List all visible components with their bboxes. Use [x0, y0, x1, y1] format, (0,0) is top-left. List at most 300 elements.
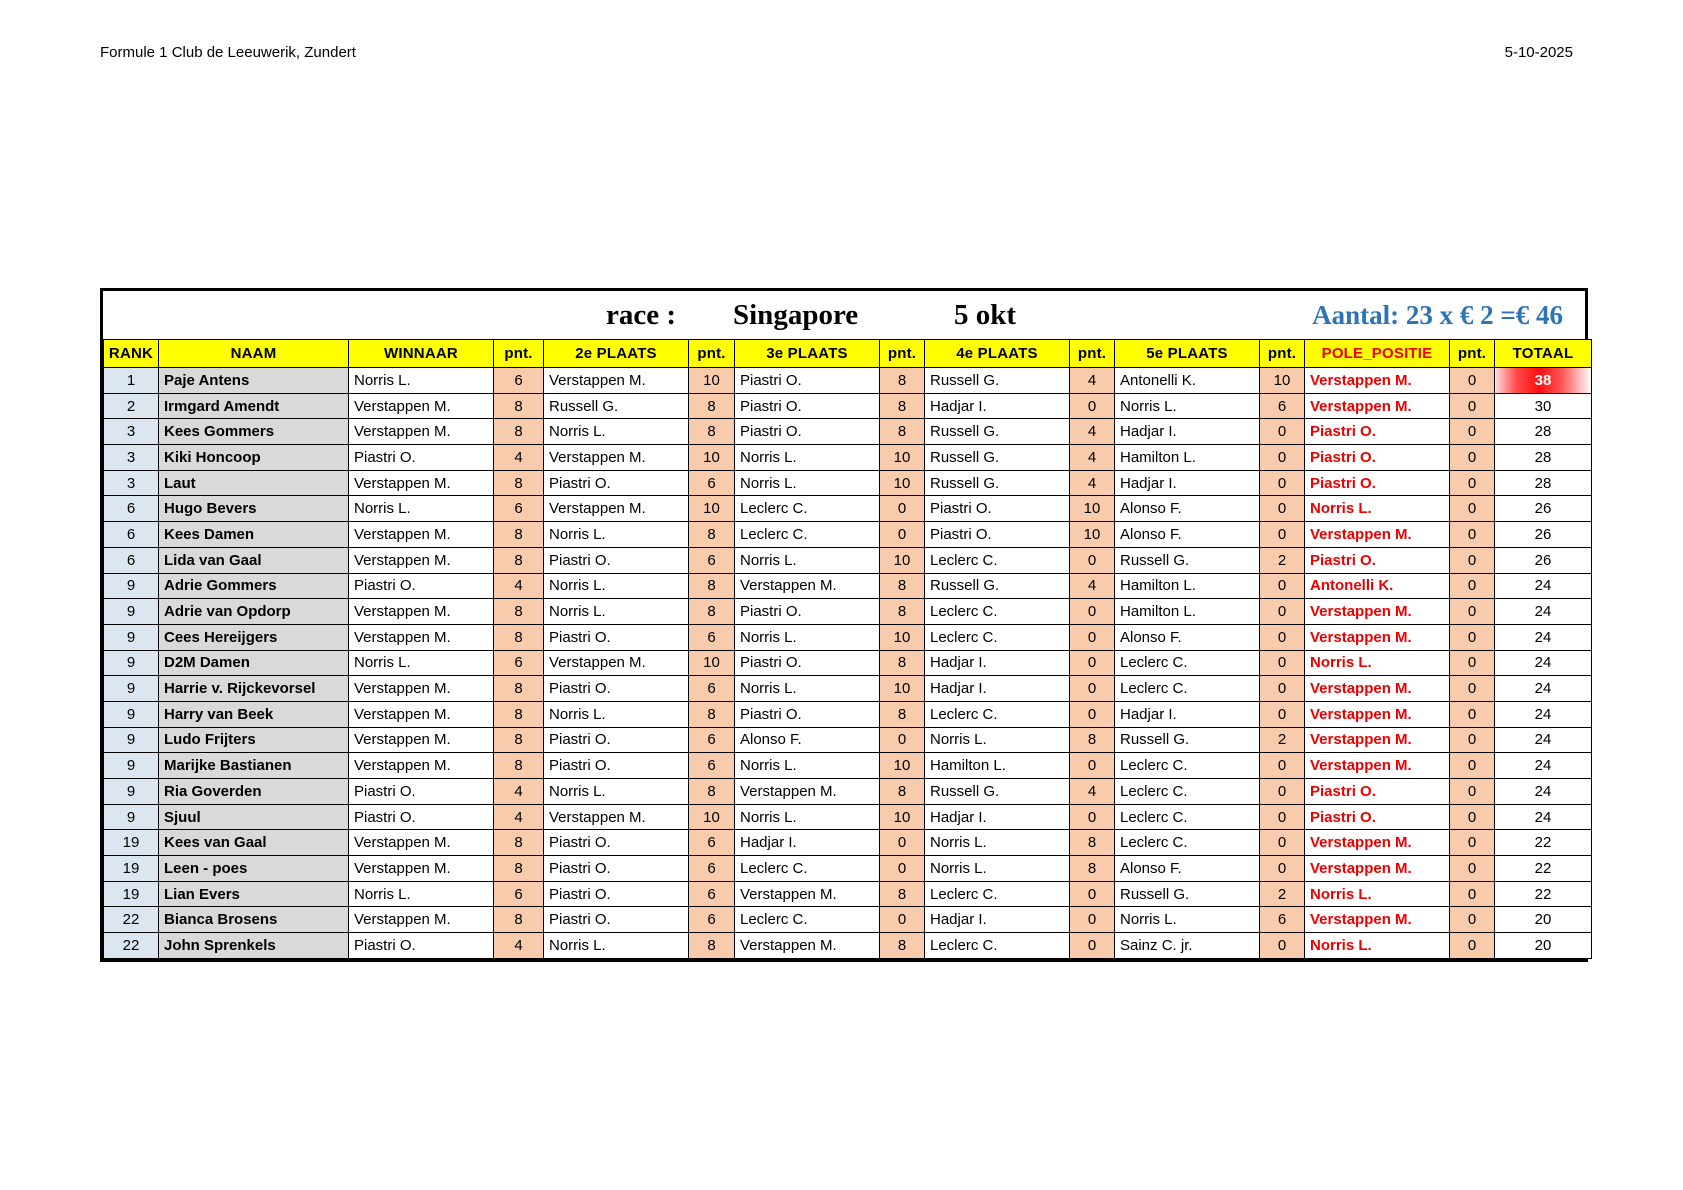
name-cell: Leen - poes: [159, 856, 349, 882]
column-header-pnt: pnt.: [880, 340, 925, 368]
plaats3-cell: Norris L.: [735, 547, 880, 573]
pole-cell: Verstappen M.: [1305, 830, 1450, 856]
pnt-cell: 2: [1260, 881, 1305, 907]
plaats5-cell: Hamilton L.: [1115, 445, 1260, 471]
plaats5-cell: Alonso F.: [1115, 522, 1260, 548]
pnt-cell: 0: [1450, 753, 1495, 779]
pnt-cell: 0: [1260, 470, 1305, 496]
pnt-cell: 10: [689, 496, 735, 522]
pnt-cell: 8: [494, 419, 544, 445]
pnt-cell: 6: [689, 547, 735, 573]
pnt-cell: 2: [1260, 547, 1305, 573]
pnt-cell: 8: [1070, 727, 1115, 753]
pnt-cell: 0: [1450, 676, 1495, 702]
pnt-cell: 0: [1070, 650, 1115, 676]
rank-cell: 19: [104, 881, 159, 907]
pnt-cell: 8: [494, 676, 544, 702]
plaats2-cell: Norris L.: [544, 701, 689, 727]
pnt-cell: 4: [1070, 445, 1115, 471]
totaal-cell: 24: [1495, 804, 1592, 830]
plaats2-cell: Verstappen M.: [544, 496, 689, 522]
pnt-cell: 4: [1070, 368, 1115, 394]
pnt-cell: 10: [1260, 368, 1305, 394]
pnt-cell: 6: [689, 856, 735, 882]
table-title-row: [103, 291, 1585, 339]
standings-table: [100, 288, 1588, 962]
plaats5-cell: Russell G.: [1115, 547, 1260, 573]
name-cell: Lida van Gaal: [159, 547, 349, 573]
pnt-cell: 8: [689, 779, 735, 805]
pnt-cell: 8: [689, 419, 735, 445]
plaats2-cell: Norris L.: [544, 779, 689, 805]
rank-cell: 9: [104, 676, 159, 702]
pnt-cell: 0: [1450, 624, 1495, 650]
pnt-cell: 8: [689, 933, 735, 959]
race-label: race :: [606, 299, 677, 331]
pnt-cell: 8: [494, 727, 544, 753]
pnt-cell: 8: [880, 650, 925, 676]
plaats5-cell: Sainz C. jr.: [1115, 933, 1260, 959]
pnt-cell: 0: [1260, 419, 1305, 445]
header-row: [104, 340, 1592, 368]
pnt-cell: 10: [880, 547, 925, 573]
pnt-cell: 0: [1450, 907, 1495, 933]
name-cell: John Sprenkels: [159, 933, 349, 959]
pole-cell: Norris L.: [1305, 496, 1450, 522]
pnt-cell: 4: [494, 804, 544, 830]
pnt-cell: 0: [1450, 393, 1495, 419]
plaats4-cell: Russell G.: [925, 368, 1070, 394]
pnt-cell: 2: [1260, 727, 1305, 753]
plaats4-cell: Hadjar I.: [925, 650, 1070, 676]
pole-cell: Verstappen M.: [1305, 522, 1450, 548]
pnt-cell: 4: [494, 779, 544, 805]
plaats5-cell: Hadjar I.: [1115, 419, 1260, 445]
pnt-cell: 8: [880, 933, 925, 959]
table-row: [104, 624, 1592, 650]
pole-cell: Verstappen M.: [1305, 599, 1450, 625]
pnt-cell: 0: [1450, 856, 1495, 882]
pnt-cell: 0: [1450, 727, 1495, 753]
rank-cell: 6: [104, 522, 159, 548]
winnaar-cell: Piastri O.: [349, 445, 494, 471]
winnaar-cell: Verstappen M.: [349, 753, 494, 779]
plaats4-cell: Hadjar I.: [925, 804, 1070, 830]
table-row: [104, 368, 1592, 394]
pnt-cell: 0: [1450, 368, 1495, 394]
pnt-cell: 8: [494, 522, 544, 548]
pnt-cell: 10: [689, 804, 735, 830]
pnt-cell: 8: [494, 907, 544, 933]
plaats4-cell: Norris L.: [925, 830, 1070, 856]
plaats2-cell: Piastri O.: [544, 676, 689, 702]
pnt-cell: 0: [1070, 547, 1115, 573]
pnt-cell: 10: [689, 368, 735, 394]
pnt-cell: 8: [1070, 830, 1115, 856]
plaats3-cell: Piastri O.: [735, 650, 880, 676]
pnt-cell: 8: [1070, 856, 1115, 882]
pole-cell: Verstappen M.: [1305, 676, 1450, 702]
pnt-cell: 8: [494, 753, 544, 779]
pnt-cell: 8: [880, 779, 925, 805]
pnt-cell: 0: [1450, 445, 1495, 471]
pnt-cell: 8: [494, 830, 544, 856]
pnt-cell: 6: [689, 881, 735, 907]
name-cell: Ria Goverden: [159, 779, 349, 805]
column-header-pnt: pnt.: [689, 340, 735, 368]
winnaar-cell: Verstappen M.: [349, 547, 494, 573]
pnt-cell: 0: [1450, 881, 1495, 907]
pnt-cell: 0: [1260, 624, 1305, 650]
table-row: [104, 881, 1592, 907]
totaal-cell: 24: [1495, 727, 1592, 753]
name-cell: Lian Evers: [159, 881, 349, 907]
race-date: 5 okt: [954, 299, 1017, 331]
plaats2-cell: Norris L.: [544, 573, 689, 599]
pole-cell: Antonelli K.: [1305, 573, 1450, 599]
pnt-cell: 8: [880, 573, 925, 599]
pnt-cell: 10: [880, 753, 925, 779]
pole-cell: Verstappen M.: [1305, 393, 1450, 419]
pnt-cell: 6: [494, 368, 544, 394]
rank-cell: 22: [104, 907, 159, 933]
pnt-cell: 10: [1070, 522, 1115, 548]
table-row: [104, 676, 1592, 702]
rank-cell: 9: [104, 753, 159, 779]
plaats2-cell: Russell G.: [544, 393, 689, 419]
name-cell: Bianca Brosens: [159, 907, 349, 933]
plaats3-cell: Verstappen M.: [735, 881, 880, 907]
pnt-cell: 0: [1070, 701, 1115, 727]
plaats5-cell: Alonso F.: [1115, 624, 1260, 650]
pnt-cell: 8: [494, 856, 544, 882]
pnt-cell: 4: [494, 445, 544, 471]
pnt-cell: 10: [1070, 496, 1115, 522]
name-cell: Irmgard Amendt: [159, 393, 349, 419]
plaats3-cell: Hadjar I.: [735, 830, 880, 856]
rank-cell: 3: [104, 470, 159, 496]
totaal-cell: 26: [1495, 496, 1592, 522]
pnt-cell: 0: [880, 522, 925, 548]
table-row: [104, 522, 1592, 548]
plaats5-cell: Hamilton L.: [1115, 599, 1260, 625]
table-row: [104, 393, 1592, 419]
pnt-cell: 0: [1450, 933, 1495, 959]
plaats2-cell: Norris L.: [544, 933, 689, 959]
winnaar-cell: Verstappen M.: [349, 624, 494, 650]
rank-cell: 9: [104, 624, 159, 650]
pnt-cell: 0: [1260, 496, 1305, 522]
plaats4-cell: Russell G.: [925, 470, 1070, 496]
pnt-cell: 0: [1070, 933, 1115, 959]
plaats3-cell: Norris L.: [735, 445, 880, 471]
rank-cell: 19: [104, 830, 159, 856]
pnt-cell: 6: [494, 650, 544, 676]
pole-cell: Verstappen M.: [1305, 753, 1450, 779]
pnt-cell: 0: [1450, 547, 1495, 573]
pole-cell: Piastri O.: [1305, 419, 1450, 445]
pnt-cell: 0: [880, 830, 925, 856]
plaats2-cell: Verstappen M.: [544, 804, 689, 830]
pnt-cell: 0: [1260, 522, 1305, 548]
plaats4-cell: Russell G.: [925, 445, 1070, 471]
column-header-plaats3: 3e PLAATS: [735, 340, 880, 368]
plaats5-cell: Leclerc C.: [1115, 650, 1260, 676]
pnt-cell: 8: [880, 393, 925, 419]
pnt-cell: 10: [689, 650, 735, 676]
pnt-cell: 6: [494, 881, 544, 907]
pnt-cell: 8: [689, 701, 735, 727]
pnt-cell: 0: [1260, 573, 1305, 599]
name-cell: Harrie v. Rijckevorsel: [159, 676, 349, 702]
pole-cell: Norris L.: [1305, 650, 1450, 676]
plaats3-cell: Norris L.: [735, 676, 880, 702]
plaats3-cell: Piastri O.: [735, 393, 880, 419]
pnt-cell: 6: [689, 753, 735, 779]
table-row: [104, 804, 1592, 830]
plaats2-cell: Piastri O.: [544, 856, 689, 882]
plaats5-cell: Hamilton L.: [1115, 573, 1260, 599]
plaats2-cell: Verstappen M.: [544, 445, 689, 471]
name-cell: Sjuul: [159, 804, 349, 830]
pole-cell: Verstappen M.: [1305, 701, 1450, 727]
totaal-cell: 28: [1495, 470, 1592, 496]
pnt-cell: 0: [1260, 676, 1305, 702]
winnaar-cell: Norris L.: [349, 650, 494, 676]
plaats3-cell: Piastri O.: [735, 368, 880, 394]
name-cell: Hugo Bevers: [159, 496, 349, 522]
pole-cell: Norris L.: [1305, 881, 1450, 907]
plaats4-cell: Hamilton L.: [925, 753, 1070, 779]
column-header-name: NAAM: [159, 340, 349, 368]
pnt-cell: 4: [1070, 419, 1115, 445]
rank-cell: 6: [104, 547, 159, 573]
rank-cell: 9: [104, 599, 159, 625]
pnt-cell: 0: [1070, 804, 1115, 830]
totaal-cell: 24: [1495, 599, 1592, 625]
plaats2-cell: Piastri O.: [544, 727, 689, 753]
plaats3-cell: Leclerc C.: [735, 496, 880, 522]
plaats3-cell: Verstappen M.: [735, 779, 880, 805]
winnaar-cell: Verstappen M.: [349, 701, 494, 727]
plaats2-cell: Verstappen M.: [544, 368, 689, 394]
pnt-cell: 8: [689, 522, 735, 548]
totaal-cell: 24: [1495, 573, 1592, 599]
table-row: [104, 933, 1592, 959]
name-cell: Harry van Beek: [159, 701, 349, 727]
pnt-cell: 0: [1260, 830, 1305, 856]
plaats4-cell: Leclerc C.: [925, 701, 1070, 727]
rank-cell: 6: [104, 496, 159, 522]
plaats4-cell: Russell G.: [925, 779, 1070, 805]
plaats3-cell: Verstappen M.: [735, 573, 880, 599]
plaats2-cell: Piastri O.: [544, 881, 689, 907]
club-name: Formule 1 Club de Leeuwerik, Zundert: [100, 44, 356, 61]
column-header-rank: RANK: [104, 340, 159, 368]
pnt-cell: 8: [494, 599, 544, 625]
pnt-cell: 4: [494, 933, 544, 959]
winnaar-cell: Piastri O.: [349, 779, 494, 805]
pnt-cell: 8: [880, 419, 925, 445]
column-header-plaats5: 5e PLAATS: [1115, 340, 1260, 368]
rank-cell: 9: [104, 701, 159, 727]
pnt-cell: 0: [1450, 830, 1495, 856]
table-row: [104, 727, 1592, 753]
table-row: [104, 701, 1592, 727]
pnt-cell: 6: [494, 496, 544, 522]
pnt-cell: 8: [880, 881, 925, 907]
plaats3-cell: Piastri O.: [735, 701, 880, 727]
name-cell: D2M Damen: [159, 650, 349, 676]
totaal-cell: 20: [1495, 907, 1592, 933]
pole-cell: Piastri O.: [1305, 547, 1450, 573]
totaal-cell: 24: [1495, 701, 1592, 727]
rank-cell: 3: [104, 445, 159, 471]
pnt-cell: 0: [1070, 907, 1115, 933]
pnt-cell: 10: [689, 445, 735, 471]
pnt-cell: 0: [880, 907, 925, 933]
pnt-cell: 0: [1260, 650, 1305, 676]
pnt-cell: 4: [494, 573, 544, 599]
plaats4-cell: Piastri O.: [925, 522, 1070, 548]
totaal-cell: 24: [1495, 650, 1592, 676]
plaats5-cell: Antonelli K.: [1115, 368, 1260, 394]
pnt-cell: 0: [1450, 599, 1495, 625]
totaal-cell: 22: [1495, 856, 1592, 882]
plaats2-cell: Verstappen M.: [544, 650, 689, 676]
pnt-cell: 0: [1070, 676, 1115, 702]
pnt-cell: 0: [880, 727, 925, 753]
plaats5-cell: Hadjar I.: [1115, 470, 1260, 496]
pnt-cell: 0: [1450, 573, 1495, 599]
pnt-cell: 8: [880, 368, 925, 394]
plaats5-cell: Russell G.: [1115, 881, 1260, 907]
rank-cell: 19: [104, 856, 159, 882]
plaats3-cell: Norris L.: [735, 804, 880, 830]
plaats5-cell: Leclerc C.: [1115, 779, 1260, 805]
plaats4-cell: Leclerc C.: [925, 881, 1070, 907]
column-header-pnt: pnt.: [1260, 340, 1305, 368]
totaal-cell: 26: [1495, 522, 1592, 548]
table-row: [104, 779, 1592, 805]
rank-cell: 9: [104, 779, 159, 805]
plaats3-cell: Norris L.: [735, 624, 880, 650]
plaats4-cell: Hadjar I.: [925, 907, 1070, 933]
pnt-cell: 8: [880, 701, 925, 727]
winnaar-cell: Verstappen M.: [349, 676, 494, 702]
totaal-cell: 22: [1495, 830, 1592, 856]
pole-cell: Verstappen M.: [1305, 624, 1450, 650]
rank-cell: 9: [104, 804, 159, 830]
pnt-cell: 0: [880, 856, 925, 882]
pnt-cell: 0: [1450, 496, 1495, 522]
pnt-cell: 0: [1450, 470, 1495, 496]
pnt-cell: 8: [494, 547, 544, 573]
plaats4-cell: Leclerc C.: [925, 599, 1070, 625]
plaats5-cell: Hadjar I.: [1115, 701, 1260, 727]
pnt-cell: 0: [1070, 624, 1115, 650]
winnaar-cell: Verstappen M.: [349, 727, 494, 753]
pnt-cell: 0: [1450, 701, 1495, 727]
pole-cell: Piastri O.: [1305, 445, 1450, 471]
plaats3-cell: Alonso F.: [735, 727, 880, 753]
winnaar-cell: Verstappen M.: [349, 522, 494, 548]
pnt-cell: 0: [1260, 804, 1305, 830]
winnaar-cell: Verstappen M.: [349, 830, 494, 856]
name-cell: Kees Gommers: [159, 419, 349, 445]
totaal-cell: 24: [1495, 753, 1592, 779]
pnt-cell: 6: [689, 830, 735, 856]
plaats4-cell: Leclerc C.: [925, 933, 1070, 959]
table-row: [104, 907, 1592, 933]
plaats5-cell: Russell G.: [1115, 727, 1260, 753]
winnaar-cell: Norris L.: [349, 368, 494, 394]
plaats2-cell: Piastri O.: [544, 470, 689, 496]
pnt-cell: 0: [1070, 393, 1115, 419]
plaats5-cell: Leclerc C.: [1115, 753, 1260, 779]
column-header-pnt: pnt.: [1070, 340, 1115, 368]
totaal-cell: 30: [1495, 393, 1592, 419]
plaats2-cell: Piastri O.: [544, 830, 689, 856]
pnt-cell: 0: [880, 496, 925, 522]
pole-cell: Piastri O.: [1305, 779, 1450, 805]
pnt-cell: 4: [1070, 573, 1115, 599]
pnt-cell: 0: [1450, 650, 1495, 676]
plaats5-cell: Leclerc C.: [1115, 676, 1260, 702]
column-header-pole: POLE_POSITIE: [1305, 340, 1450, 368]
pnt-cell: 0: [1070, 599, 1115, 625]
table-row: [104, 470, 1592, 496]
pnt-cell: 6: [689, 470, 735, 496]
name-cell: Laut: [159, 470, 349, 496]
name-cell: Ludo Frijters: [159, 727, 349, 753]
plaats4-cell: Norris L.: [925, 727, 1070, 753]
pnt-cell: 0: [1260, 856, 1305, 882]
name-cell: Adrie Gommers: [159, 573, 349, 599]
rank-cell: 2: [104, 393, 159, 419]
pnt-cell: 0: [1260, 701, 1305, 727]
table-row: [104, 419, 1592, 445]
race-name: Singapore: [733, 299, 859, 331]
name-cell: Marijke Bastianen: [159, 753, 349, 779]
winnaar-cell: Verstappen M.: [349, 419, 494, 445]
plaats2-cell: Piastri O.: [544, 753, 689, 779]
winnaar-cell: Verstappen M.: [349, 599, 494, 625]
plaats3-cell: Leclerc C.: [735, 856, 880, 882]
table-row: [104, 650, 1592, 676]
plaats3-cell: Leclerc C.: [735, 907, 880, 933]
pnt-cell: 10: [880, 470, 925, 496]
plaats2-cell: Piastri O.: [544, 547, 689, 573]
table-row: [104, 856, 1592, 882]
pnt-cell: 10: [880, 445, 925, 471]
pnt-cell: 6: [1260, 907, 1305, 933]
plaats4-cell: Piastri O.: [925, 496, 1070, 522]
plaats3-cell: Norris L.: [735, 753, 880, 779]
plaats2-cell: Piastri O.: [544, 624, 689, 650]
plaats2-cell: Piastri O.: [544, 907, 689, 933]
pnt-cell: 8: [494, 470, 544, 496]
entry-fee-total: Aantal: 23 x € 2 =€ 46: [1312, 300, 1563, 330]
standings-grid: [103, 339, 1592, 959]
name-cell: Paje Antens: [159, 368, 349, 394]
plaats2-cell: Norris L.: [544, 522, 689, 548]
pnt-cell: 8: [494, 701, 544, 727]
pnt-cell: 6: [689, 676, 735, 702]
pnt-cell: 0: [1070, 881, 1115, 907]
plaats3-cell: Verstappen M.: [735, 933, 880, 959]
pnt-cell: 10: [880, 804, 925, 830]
